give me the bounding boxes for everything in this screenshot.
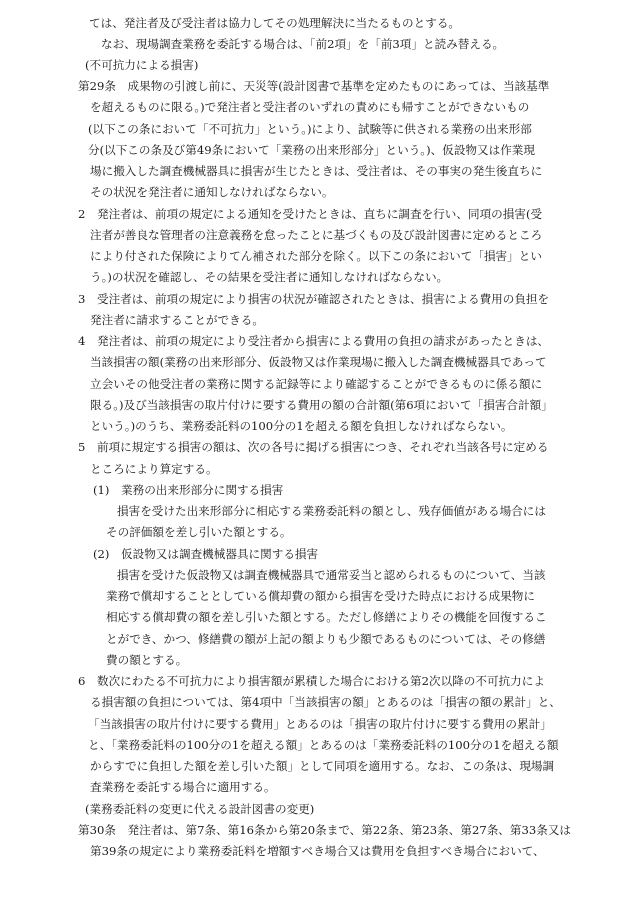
article-29-line-1: 第29条 成果物の引渡し前に、天災等(設計図書で基準を定めたものにあっては、当該基準 [78, 79, 550, 93]
paragraph-2-line-3: により付された保険によりてん補された部分を除く。以下この条において「損害」とい [90, 249, 542, 263]
article-29-line-5: 場に搬入した調査機械器具に損害が生じたときは、受注者は、その事実の発生後直ちに [90, 164, 543, 178]
item-1-line-2: その評価額を差し引いた額とする。 [106, 525, 292, 539]
item-2-line-3: 相応する償却費の額を差し引いた額とする。ただし修繕によりその機能を回復するこ [106, 610, 547, 624]
item-2-line-1: 損害を受けた仮設物又は調査機械器具で通常妥当と認められるものについて、当該 [117, 568, 546, 582]
text-line-2: なお、現場調査業務を委託する場合は、「前2項」を「前3項」と読み替える。 [101, 37, 505, 51]
item-2-line-5: 費の額とする。 [106, 653, 188, 667]
item-2-heading: (2) 仮設物又は調査機械器具に関する損害 [93, 547, 319, 561]
item-1-heading: (1) 業務の出来形部分に関する損害 [93, 483, 284, 497]
item-2-line-4: とができ、かつ、修繕費の額が上記の額よりも少額であるものについては、その修繕 [106, 632, 546, 646]
paragraph-6-line-6: 査業務を委託する場合に適用する。 [90, 780, 276, 794]
paragraph-4-line-5: という。)のうち、業務委託料の100分の1を超える額を負担しなければならない。 [90, 419, 513, 433]
paragraph-2-line-2: 注者が善良な管理者の注意義務を怠ったことに基づくもの及び設計図書に定めるところ [90, 228, 543, 242]
section-heading-force-majeure: (不可抗力による損害) [85, 58, 199, 72]
paragraph-4-line-4: 限る。)及び当該損害の取片付けに要する費用の額の合計額(第6項において「損害合計額」 [90, 398, 553, 412]
paragraph-2-line-1: 2 発注者は、前項の規定による通知を受けたときは、直ちに調査を行い、同項の損害(受 [78, 207, 543, 221]
article-29-line-3: (以下この条において「不可抗力」という。)により、試験等に供される業務の出来形部 [88, 122, 532, 136]
paragraph-6-line-4: と、「業務委託料の100分の1を超える額」とあるのは「業務委託料の100分の1を超える額 [88, 738, 559, 752]
paragraph-3-line-2: 発注者に請求することができる。 [90, 313, 264, 327]
item-1-line-1: 損害を受けた出来形部分に相応する業務委託料の額とし、残存価値がある場合には [117, 504, 546, 518]
paragraph-3-line-1: 3 受注者は、前項の規定により損害の状況が確認されたときは、損害による費用の負担を [78, 292, 550, 306]
text-line-1: ては、発注者及び受注者は協力してその処理解決に当たるものとする。 [89, 16, 461, 30]
paragraph-2-line-4: う。)の状況を確認し、その結果を受注者に通知しなければならない。 [90, 270, 449, 284]
paragraph-6-line-5: からすでに負担した額を差し引いた額」として同項を適用する。なお、この条は、現場調 [90, 759, 555, 773]
paragraph-4-line-2: 当該損害の額(業務の出来形部分、仮設物又は作業現場に搬入した調査機械器具であって [90, 355, 547, 369]
paragraph-6-line-2: る損害額の負担については、第4項中「当該損害の額」とあるのは「損害の額の累計」と、 [90, 695, 561, 709]
article-29-line-4: 分(以下この条及び第49条において「業務の出来形部分」という。)、仮設物又は作業現 [88, 143, 535, 157]
item-2-line-2: 業務で償却することとしている償却費の額から損害を受けた時点における成果物に [106, 589, 535, 603]
article-29-line-2: を超えるものに限る。)で発注者と受注者のいずれの責めにも帰すことができないもの [90, 100, 530, 114]
section-heading-design-change: (業務委託料の変更に代える設計図書の変更) [85, 802, 315, 816]
paragraph-4-line-1: 4 発注者は、前項の規定により受注者から損害による費用の負担の請求があったときは、 [78, 334, 550, 348]
paragraph-4-line-3: 立会いその他受注者の業務に関する記録等により確認することができるものに係る額に [90, 377, 543, 391]
paragraph-6-line-1: 6 数次にわたる不可抗力により損害額が累積した場合における第2次以降の不可抗力によ [78, 674, 545, 688]
article-30-line-1: 第30条 発注者は、第7条、第16条から第20条まで、第22条、第23条、第27条、第33条又は [78, 823, 572, 837]
paragraph-5-line-1: 5 前項に規定する損害の額は、次の各号に掲げる損害につき、それぞれ当該各号に定める [78, 440, 549, 454]
article-30-line-2: 第39条の規定により業務委託料を増額すべき場合又は費用を負担すべき場合において、 [90, 844, 545, 858]
article-29-line-6: その状況を発注者に通知しなければならない。 [90, 185, 334, 199]
paragraph-6-line-3: 「当該損害の取片付けに要する費用」とあるのは「損害の取片付けに要する費用の累計」 [88, 717, 552, 731]
paragraph-5-line-2: ところにより算定する。 [90, 462, 218, 476]
